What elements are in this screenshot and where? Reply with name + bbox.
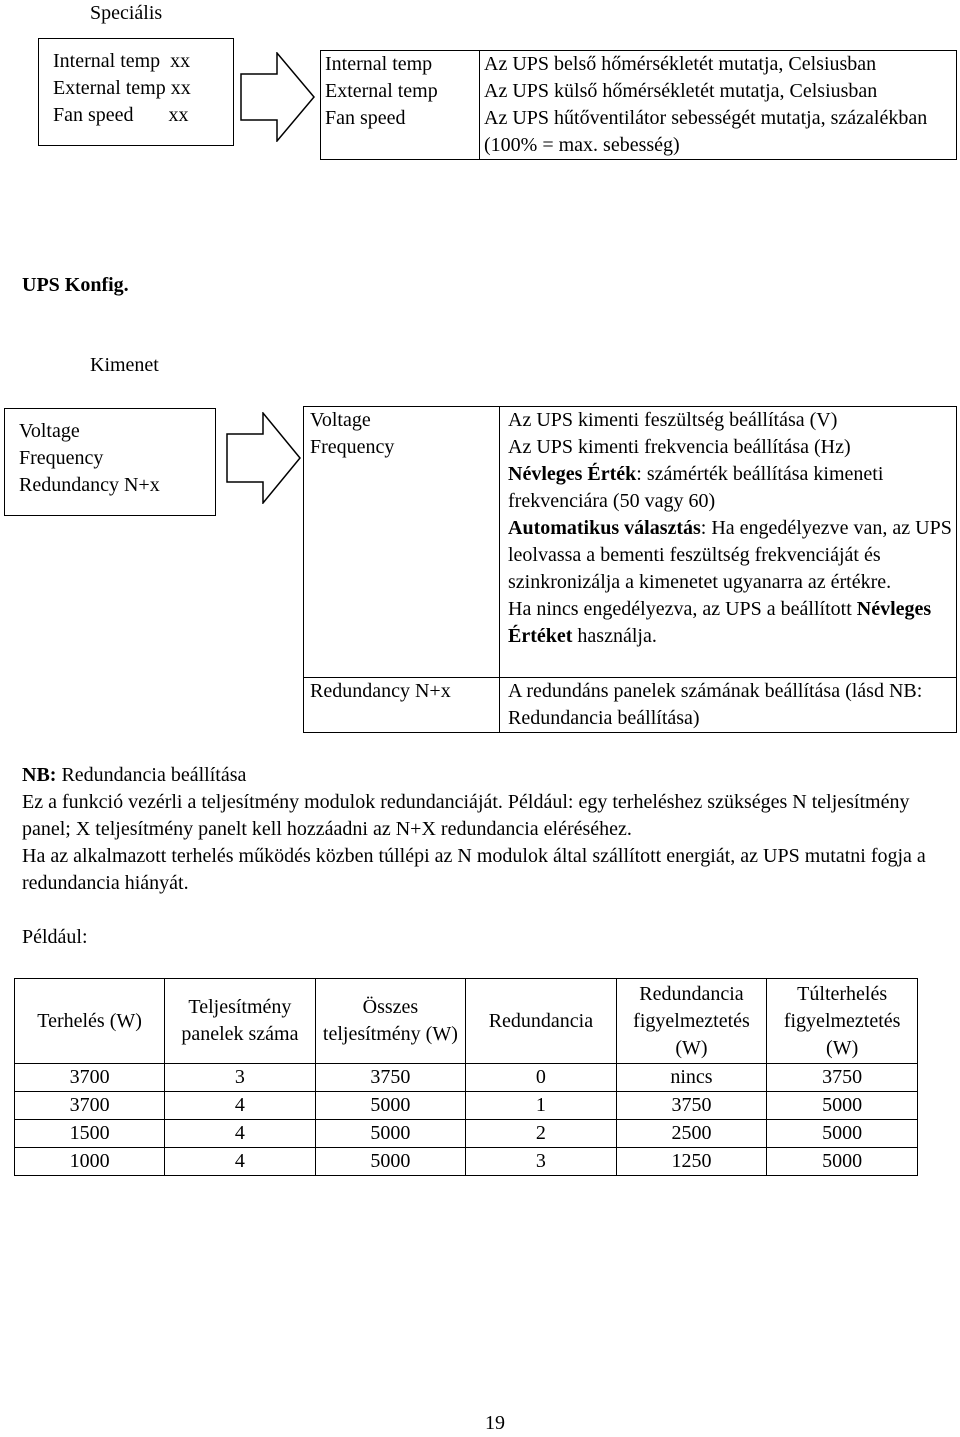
nb-label: NB: bbox=[22, 764, 57, 786]
table-cell: 1 bbox=[466, 1092, 617, 1120]
redundancy-example-table bbox=[14, 978, 918, 1176]
column-header: Összes teljesítmény (W) bbox=[315, 979, 465, 1064]
param-desc: Az UPS hűtőventilátor sebességét mutatja, százalékban (100% = max. sebesség) bbox=[480, 105, 957, 160]
table-cell: 3 bbox=[466, 1148, 617, 1176]
table-cell: 1500 bbox=[15, 1120, 165, 1148]
param-desc bbox=[508, 515, 952, 596]
section-title-special: Speciális bbox=[90, 2, 163, 24]
param-desc bbox=[508, 596, 952, 650]
column-header: Túlterhelés figyelmeztetés (W) bbox=[767, 979, 918, 1064]
table-cell: 3750 bbox=[767, 1064, 918, 1092]
table-header-row bbox=[15, 979, 918, 1064]
param-name: External temp bbox=[321, 78, 480, 105]
disabled-desc-end: használja. bbox=[572, 625, 657, 647]
lcd-display-output bbox=[4, 408, 216, 516]
column-header: Redundancia figyelmeztetés (W) bbox=[616, 979, 767, 1064]
column-header: Terhelés (W) bbox=[15, 979, 165, 1064]
table-cell: 1000 bbox=[15, 1148, 165, 1176]
table-cell: 2500 bbox=[616, 1120, 767, 1148]
table-cell: nincs bbox=[616, 1064, 767, 1092]
lcd-line: Redundancy N+x bbox=[19, 474, 160, 496]
param-desc: Az UPS kimenti feszültség beállítása (V) bbox=[508, 409, 838, 431]
note-block bbox=[22, 762, 942, 897]
table-cell: 4 bbox=[165, 1148, 316, 1176]
column-header: Teljesítmény panelek száma bbox=[165, 979, 316, 1064]
table-cell: 3700 bbox=[15, 1092, 165, 1120]
lcd-line: Internal temp xx bbox=[53, 50, 191, 72]
table-cell: 5000 bbox=[767, 1148, 918, 1176]
note-paragraph: Ez a funkció vezérli a teljesítmény modulok redundanciáját. Például: egy terheléshez szükséges N teljesítmény panel; X teljesítmény panelt kell hozzáadni az N+X redundancia eléréséhez. bbox=[22, 791, 910, 840]
nominal-value-desc: : számérték beállítása kimeneti frekvenciára (50 vagy 60) bbox=[508, 463, 884, 512]
example-label: Például: bbox=[22, 926, 88, 948]
lcd-line: Voltage bbox=[19, 420, 80, 442]
table-row bbox=[15, 1148, 918, 1176]
subsection-title-output: Kimenet bbox=[90, 354, 159, 376]
right-arrow-icon bbox=[240, 52, 316, 142]
param-name: Fan speed bbox=[321, 105, 480, 160]
param-name-cell bbox=[304, 407, 500, 678]
right-arrow-icon bbox=[226, 412, 302, 504]
table-cell: 3700 bbox=[15, 1064, 165, 1092]
table-cell: 2 bbox=[466, 1120, 617, 1148]
table-row bbox=[15, 1064, 918, 1092]
auto-select-label: Automatikus választás bbox=[508, 517, 701, 539]
disabled-desc: Ha nincs engedélyezva, az UPS a beállított bbox=[508, 598, 852, 620]
note-title: Redundancia beállítása bbox=[56, 764, 247, 786]
lcd-line: Frequency bbox=[19, 447, 104, 469]
param-desc-cell bbox=[500, 407, 957, 678]
param-name: Redundancy N+x bbox=[304, 678, 500, 733]
table-row bbox=[304, 407, 957, 678]
param-desc: Az UPS kimenti frekvencia beállítása (Hz) bbox=[508, 436, 851, 458]
table-cell: 3750 bbox=[616, 1092, 767, 1120]
note-heading bbox=[22, 762, 942, 789]
param-name: Internal temp bbox=[321, 51, 480, 79]
param-desc bbox=[508, 461, 952, 515]
column-header: Redundancia bbox=[466, 979, 617, 1064]
table-cell: 4 bbox=[165, 1092, 316, 1120]
table-cell: 5000 bbox=[767, 1120, 918, 1148]
table-cell: 0 bbox=[466, 1064, 617, 1092]
table-cell: 1250 bbox=[616, 1148, 767, 1176]
table-row bbox=[321, 51, 957, 79]
table-row bbox=[15, 1120, 918, 1148]
special-params-table bbox=[320, 50, 957, 160]
param-name: Frequency bbox=[310, 436, 395, 458]
table-cell: 4 bbox=[165, 1120, 316, 1148]
nominal-value-ref: Névleges Értéket bbox=[508, 598, 932, 647]
output-params-table bbox=[303, 406, 957, 733]
table-cell: 5000 bbox=[315, 1092, 465, 1120]
table-row bbox=[15, 1092, 918, 1120]
lcd-line: External temp xx bbox=[53, 77, 191, 99]
table-cell: 3 bbox=[165, 1064, 316, 1092]
page-number: 19 bbox=[485, 1412, 505, 1434]
param-desc: Az UPS külső hőmérsékletét mutatja, Celsiusban bbox=[480, 78, 957, 105]
table-cell: 3750 bbox=[315, 1064, 465, 1092]
param-name: Voltage bbox=[310, 409, 371, 431]
table-cell: 5000 bbox=[315, 1120, 465, 1148]
table-row bbox=[321, 105, 957, 160]
table-row bbox=[321, 78, 957, 105]
section-title-ups-config: UPS Konfig. bbox=[22, 274, 129, 296]
auto-select-desc: : Ha engedélyezve van, az UPS leolvassa a bementi feszültség frekvenciáját és szinkronizálja a kimenetet ugyanarra az értékre. bbox=[508, 517, 952, 593]
param-desc: Az UPS belső hőmérsékletét mutatja, Celsiusban bbox=[480, 51, 957, 79]
note-paragraph: Ha az alkalmazott terhelés működés közben túllépi az N modulok által szállított energiát, az UPS mutatni fogja a redundancia hiányát. bbox=[22, 845, 926, 894]
lcd-line: Fan speed xx bbox=[53, 104, 189, 126]
table-row bbox=[304, 678, 957, 733]
nominal-value-label: Névleges Érték bbox=[508, 463, 637, 485]
lcd-display-special bbox=[38, 38, 234, 146]
table-cell: 5000 bbox=[767, 1092, 918, 1120]
param-desc: A redundáns panelek számának beállítása (lásd NB: Redundancia beállítása) bbox=[500, 678, 957, 733]
table-cell: 5000 bbox=[315, 1148, 465, 1176]
